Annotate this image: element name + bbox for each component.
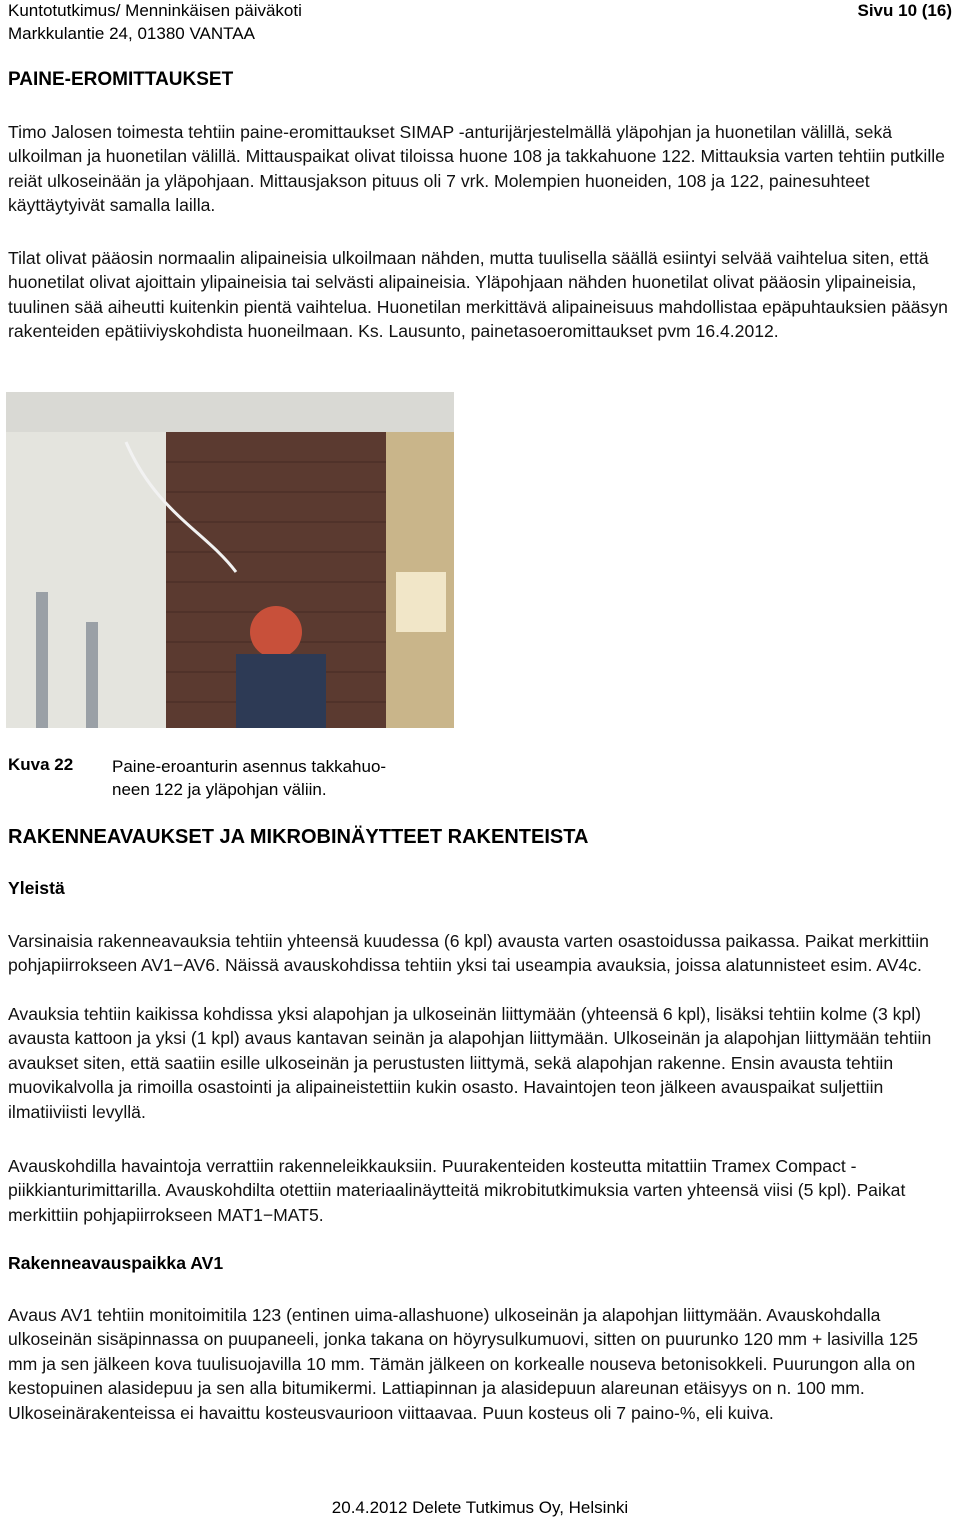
paragraph: Avauksia tehtiin kaikissa kohdissa yksi alapohjan ja ulkoseinän liittymään (yhteensä 6 kpl), lisäksi tehtiin kolme (3 kpl) avausta kattoon ja yksi (1 kpl) avaus kantavan seinän ja alapohjan liittymään. Ulkoseinän ja alapohjan liittymään tehtiin avaukset siten, että saatiin esille ulkoseinän ja perustusten liittymä, sekä alapohjan rakenne. Ensin avausta tehtiin muovikalvolla ja rimoilla osastointi ja alipaineistettiin kukin osasto. Havaintojen teon jälkeen avauspaikat suljettiin ilmatiiviisti levyllä. (8, 1004, 932, 1122)
paragraph: Avauskohdilla havaintoja verrattiin rakenneleikkauksiin. Puurakenteiden kosteutta mitattiin Tramex Compact -piikkianturimittarilla. Avauskohdilta otettiin materiaalinäytteitä mikrobitutkimuksia varten yhteensä viisi (5 kpl). Paikat merkittiin pohjapiirrokseen MAT1−MAT5. (8, 1156, 906, 1225)
figure-caption-line-2: neen 122 ja yläpohjan väliin. (112, 780, 327, 799)
subheading-general: Yleistä (8, 878, 65, 898)
photo-image (6, 392, 454, 728)
page-footer: 20.4.2012 Delete Tutkimus Oy, Helsinki (331, 1498, 629, 1517)
figure-label: Kuva 22 (8, 755, 74, 774)
paragraph: Avaus AV1 tehtiin monitoimitila 123 (entinen uima-allashuone) ulkoseinän ja alapohjan liittymään. Avauskohdalla ulkoseinän sisäpinnassa on puupaneeli, jonka takana on höyrysulkumuovi, sitten on puurunko 120 mm + lasivilla 125 mm ja sen jälkeen kova tuulisuojavilla 10 mm. Tämän jälkeen on korkealle nouseva betonisokkeli. Puurungon alla on kestopuinen alasidepuu ja sen alla bitumikermi. Lattiapinnan ja alasidepuun alareunan etäisyys on n. 100 mm. Ulkoseinärakenteissa ei havaittu kosteusvaurioon viittaavaa. Puun kosteus oli 7 paino-%, eli kuiva. (8, 1305, 919, 1423)
paragraph: Varsinaisia rakenneavauksia tehtiin yhteensä kuudessa (6 kpl) avausta varten osastoidussa paikassa. Paikat merkittiin pohjapiirrokseen AV1−AV6. Näissä avauskohdissa tehtiin yksi tai useampia avauksia, joissa alatunnisteet esim. AV4c. (8, 931, 929, 976)
subheading-av1: Rakenneavauspaikka AV1 (8, 1253, 224, 1273)
document-title: Kuntotutkimus/ Menninkäisen päiväkoti (8, 1, 302, 20)
figure-caption-line-1: Paine-eroanturin asennus takkahuo- (112, 757, 387, 776)
page-number: Sivu 10 (16) (857, 1, 952, 20)
photo-sensor-installation (6, 392, 454, 728)
section-heading-pressure: PAINE-EROMITTAUKSET (8, 69, 234, 90)
document-address: Markkulantie 24, 01380 VANTAA (8, 24, 255, 43)
paragraph: Tilat olivat pääosin normaalin alipaineisia ulkoilmaan nähden, mutta tuulisella säällä esiintyi selvää vaihtelua siten, että huonetilat olivat ajoittain ylipaineisia tai selvästi alipaineisia. Yläpohjaan nähden huonetilat olivat pääosin ylipaineisia, tuulinen sää aiheutti kuitenkin pientä vaihtelua. Huonetilan merkittävä alipaineisuus mahdollistaa epäpuhtauksien pääsyn rakenteiden epätiiviyskohdista huoneilmaan. Ks. Lausunto, painetasoeromittaukset pvm 16.4.2012. (8, 248, 948, 342)
section-heading-openings: RAKENNEAVAUKSET JA MIKROBINÄYTTEET RAKENTEISTA (8, 826, 589, 848)
paragraph: Timo Jalosen toimesta tehtiin paine-eromittaukset SIMAP -anturijärjestelmällä yläpohjan ja huonetilan välillä, sekä ulkoilman ja huonetilan välillä. Mittauspaikat olivat tiloissa huone 108 ja takkahuone 122. Mittauksia varten tehtiin putkille reiät ulkoseinään ja yläpohjaan. Mittausjakson pituus oli 7 vrk. Molempien huoneiden, 108 ja 122, painesuhteet käyttäytyivät samalla lailla. (8, 122, 945, 216)
